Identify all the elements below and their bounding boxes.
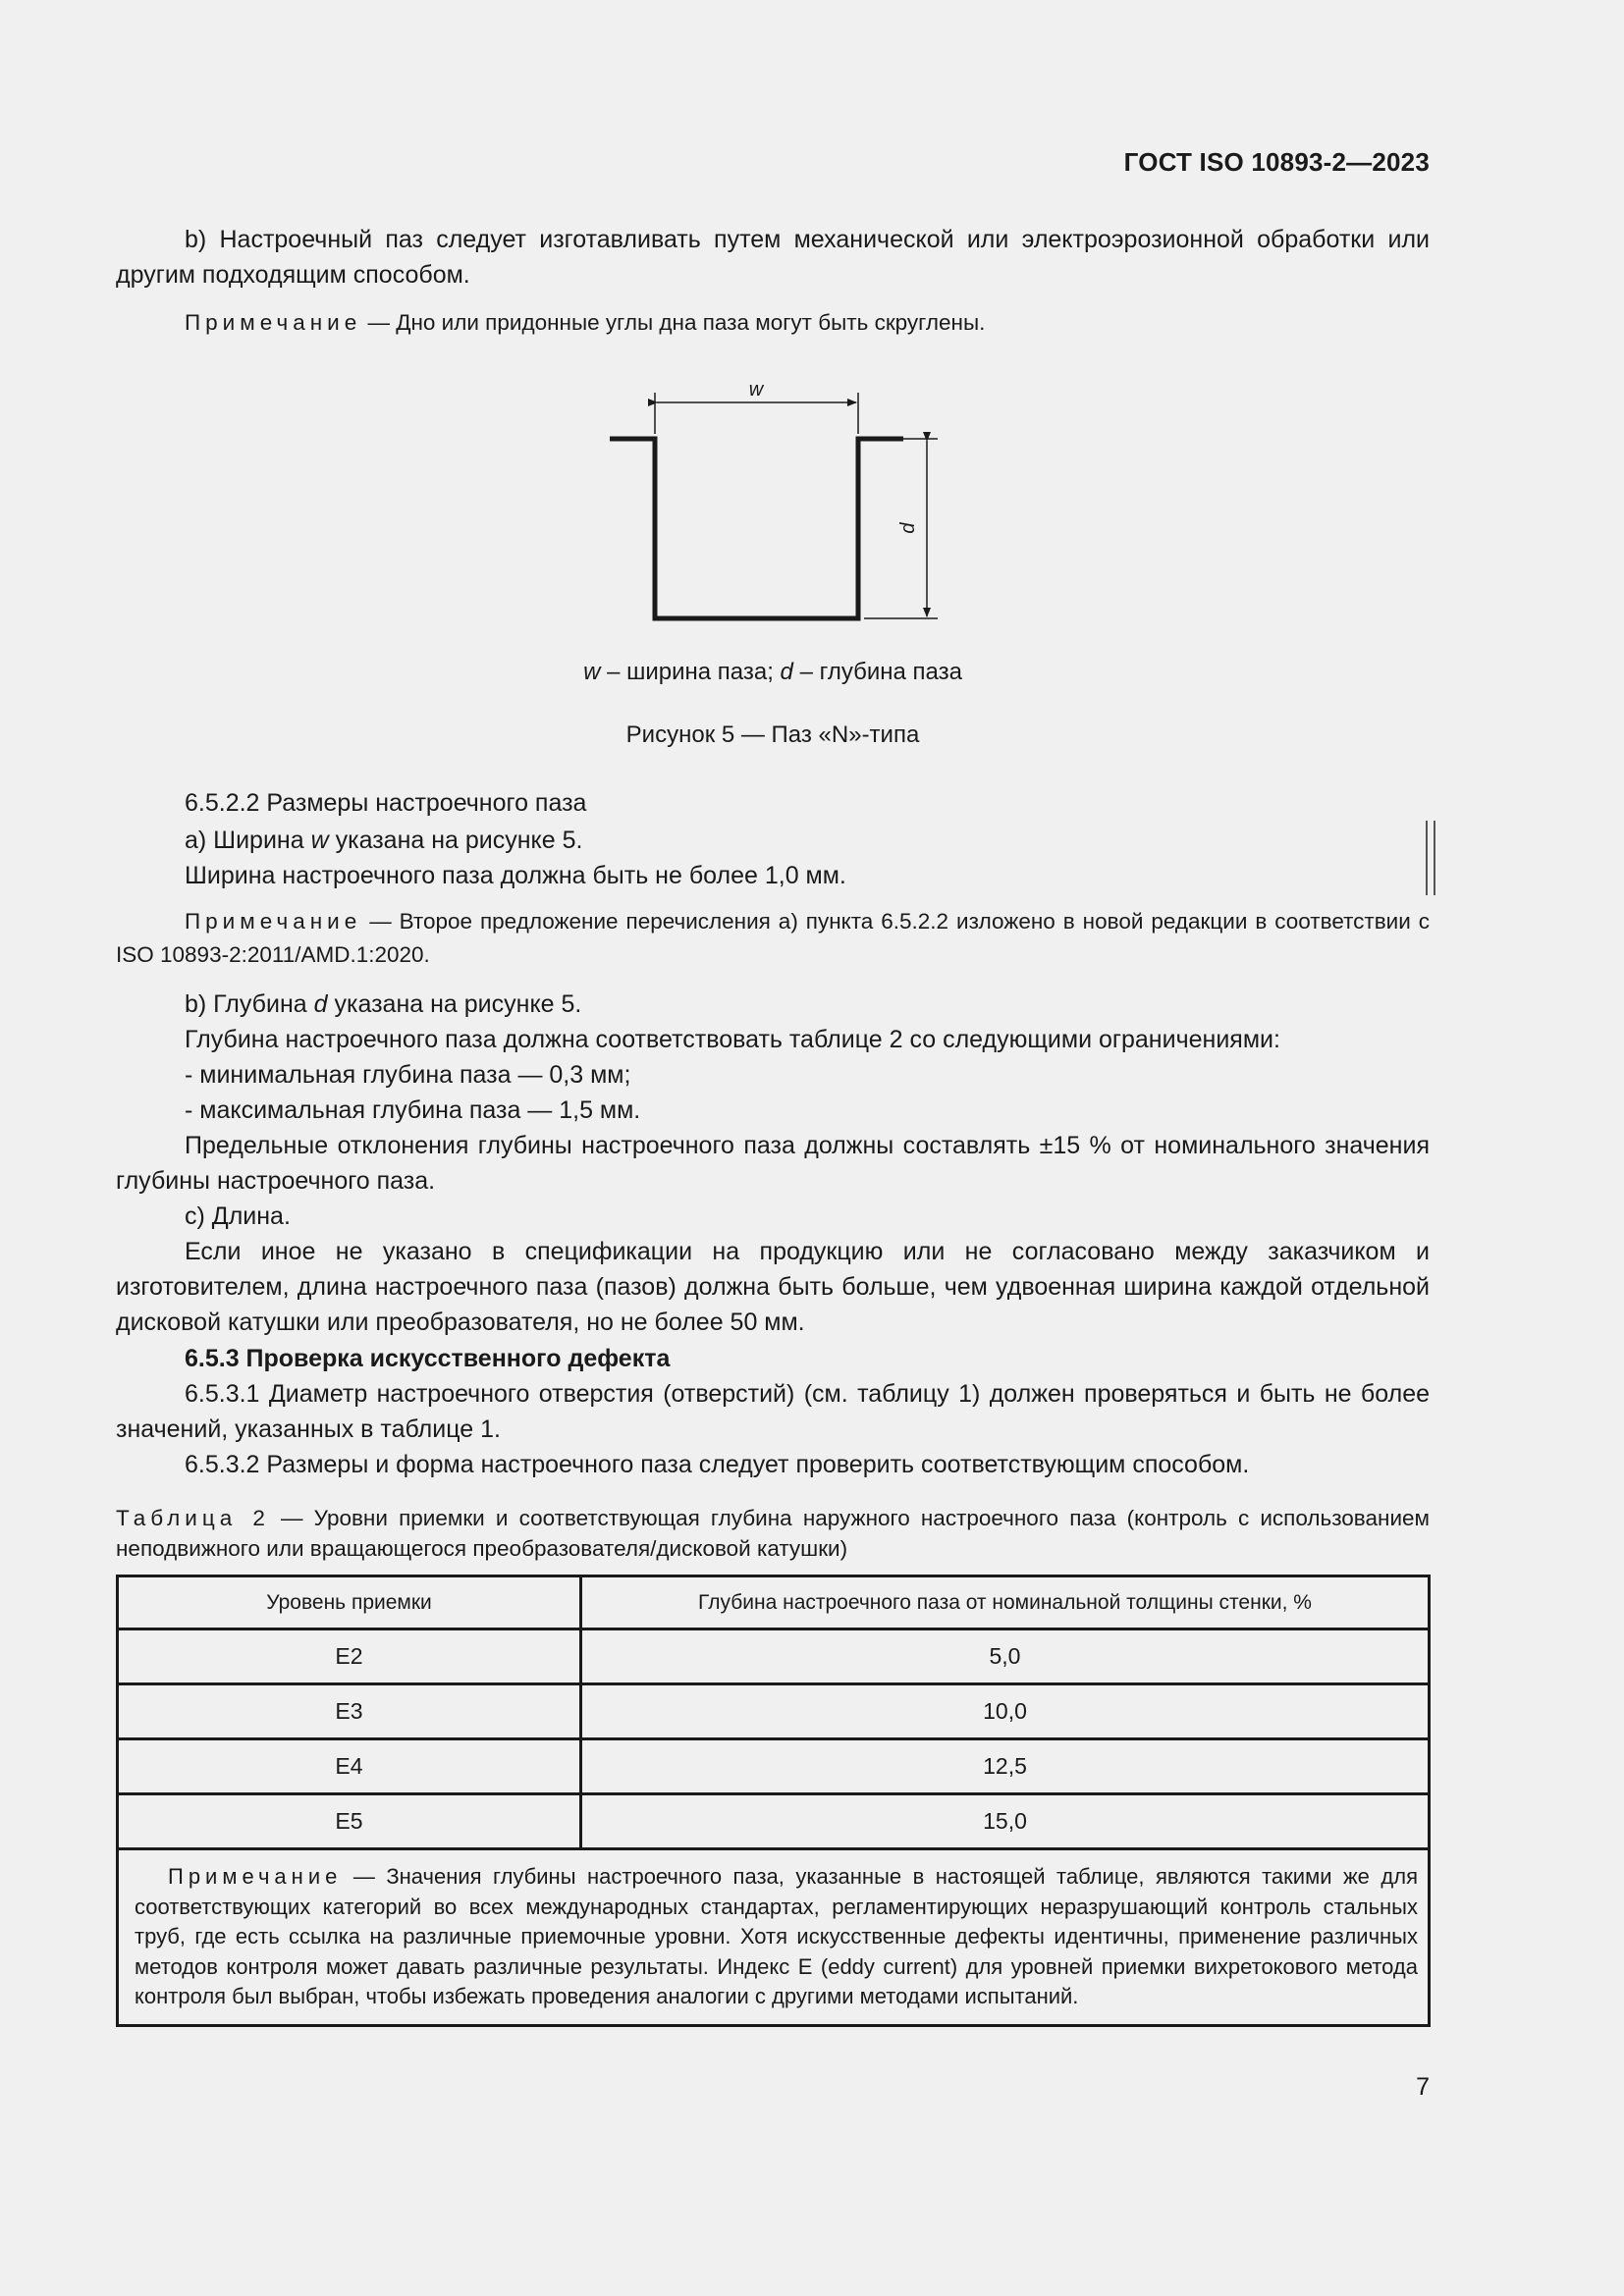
- figure-caption: Рисунок 5 — Паз «N»-типа: [625, 721, 920, 748]
- table-title-text: — Уровни приемки и соответствующая глубина наружного настроечного паза (контроль с использованием неподвижного или вращающегося преобразователя/дисковой катушки): [116, 1506, 1430, 1561]
- table-note: [118, 1849, 1430, 2026]
- cell-depth: 15,0: [581, 1794, 1430, 1849]
- note-label: Примечание: [185, 310, 362, 335]
- paragraph-b-fabrication: b) Настроечный паз следует изготавливать путем механической или электроэрозионной обработки или другим подходящим способом.: [116, 226, 1430, 289]
- table-row: [118, 1739, 1430, 1794]
- item-b-var: d: [313, 990, 328, 1018]
- item-b-min: - минимальная глубина паза — 0,3 мм;: [185, 1061, 631, 1089]
- item-b-depth: [185, 987, 1430, 1022]
- table-row: [118, 1629, 1430, 1684]
- heading-6-5-2-2: 6.5.2.2 Размеры настроечного паза: [185, 789, 587, 817]
- width-label: w: [748, 379, 764, 400]
- depth-label: d: [897, 522, 919, 534]
- legend-w: w: [583, 659, 601, 685]
- notch-profile: [610, 439, 903, 618]
- item-a-suffix: указана на рисунке 5.: [328, 827, 583, 854]
- acceptance-table: [116, 1575, 1431, 2027]
- legend-d-text: – глубина паза: [792, 659, 962, 685]
- paragraph-6-5-3-1: 6.5.3.1 Диаметр настроечного отверстия (отверстий) (см. таблицу 1) должен проверяться и быть не более значений, указанных в таблице 1.: [116, 1380, 1430, 1443]
- table-row: [118, 1684, 1430, 1739]
- cell-level: E4: [118, 1739, 581, 1794]
- note-groove-bottom: [116, 306, 1430, 340]
- table-note-row: [118, 1849, 1430, 2026]
- table-header-row: [118, 1576, 1430, 1629]
- page-number: 7: [1416, 2073, 1430, 2101]
- item-a-var: w: [310, 827, 329, 854]
- item-c-text: Если иное не указано в спецификации на продукцию или не согласовано между заказчиком и изготовителем, длина настроечного паза (пазов) должна быть больше, чем удвоенная ширина каждой отдельной дисковой катушки или преобразователя, но не более 50 мм.: [116, 1238, 1430, 1336]
- item-b-text: Глубина настроечного паза должна соответствовать таблице 2 со следующими ограничениями:: [185, 1026, 1280, 1053]
- heading-6-5-3: 6.5.3 Проверка искусственного дефекта: [185, 1345, 671, 1372]
- change-bar: [1426, 821, 1435, 895]
- item-b-max: - максимальная глубина паза — 1,5 мм.: [185, 1096, 641, 1124]
- item-a-width: [185, 823, 1430, 858]
- paragraph-6-5-3-2: 6.5.3.2 Размеры и форма настроечного паза следует проверить соответствующим способом.: [185, 1451, 1250, 1478]
- legend-d: d: [780, 659, 793, 685]
- table-note-label: Примечание: [168, 1864, 343, 1889]
- note-text: — Второе предложение перечисления a) пункта 6.5.2.2 изложено в новой редакции в соответствии с ISO 10893-2:2011/AMD.1:2020.: [116, 909, 1430, 967]
- table-label: Таблица 2: [116, 1506, 270, 1530]
- col-header-depth: Глубина настроечного паза от номинальной толщины стенки, %: [581, 1576, 1430, 1629]
- col-header-level: Уровень приемки: [118, 1576, 581, 1629]
- cell-depth: 5,0: [581, 1629, 1430, 1684]
- note-label: Примечание: [185, 909, 362, 934]
- cell-level: E2: [118, 1629, 581, 1684]
- figure-legend: [116, 656, 1430, 689]
- item-b-suffix: указана на рисунке 5.: [327, 990, 582, 1018]
- document-header: ГОСТ ISO 10893-2—2023: [1123, 147, 1430, 177]
- table-row: [118, 1794, 1430, 1849]
- note-text: — Дно или придонные углы дна паза могут быть скруглены.: [361, 310, 986, 335]
- note-amendment: [116, 905, 1430, 972]
- item-a-prefix: a) Ширина: [185, 827, 311, 854]
- table-note-text: — Значения глубины настроечного паза, указанные в настоящей таблице, являются такими же для соответствующих категорий во всех международных стандартах, регламентирующих неразрушающий контроль стальных труб, где есть ссылка на различные приемочные уровни. Хотя искусственные дефекты идентичны, применение различных методов контроля может давать различные результаты. Индекс E (eddy current) для уровней приемки вихретокового метода контроля был выбран, чтобы избежать проведения аналогии с другими методами испытаний.: [135, 1864, 1418, 2008]
- notch-figure: [589, 373, 1001, 628]
- cell-level: E5: [118, 1794, 581, 1849]
- item-b-prefix: b) Глубина: [185, 990, 314, 1018]
- item-a-text: Ширина настроечного паза должна быть не более 1,0 мм.: [185, 862, 846, 889]
- cell-depth: 10,0: [581, 1684, 1430, 1739]
- cell-depth: 12,5: [581, 1739, 1430, 1794]
- cell-level: E3: [118, 1684, 581, 1739]
- item-b-tolerance: Предельные отклонения глубины настроечного паза должны составлять ±15 % от номинального значения глубины настроечного паза.: [116, 1132, 1430, 1195]
- table-title: [116, 1503, 1430, 1564]
- item-c-heading: c) Длина.: [185, 1202, 291, 1230]
- legend-w-text: – ширина паза;: [600, 659, 781, 685]
